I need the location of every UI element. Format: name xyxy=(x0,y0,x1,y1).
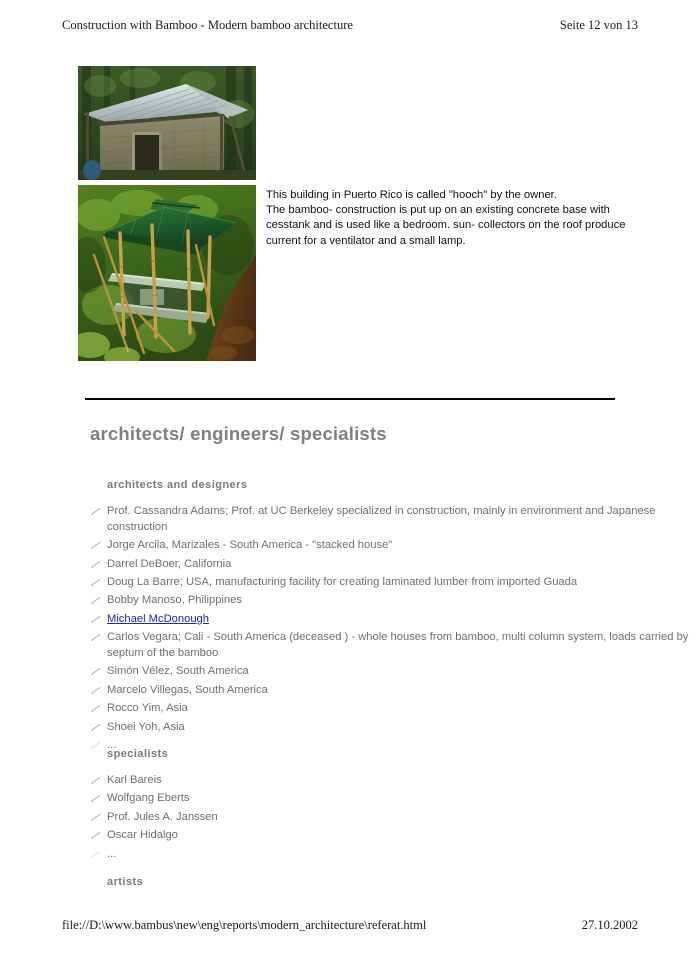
section-divider xyxy=(85,398,615,400)
list-item-label: Oscar Hidalgo xyxy=(107,829,178,842)
list-item xyxy=(0,828,700,844)
caption-line-3: cesstank and is used like a bedroom. sun- collectors on the roof produce xyxy=(266,219,626,232)
list-item xyxy=(0,701,700,717)
list-item[interactable] xyxy=(0,612,700,628)
specialists-subheading: specialists xyxy=(107,748,169,760)
pencil-bullet-icon xyxy=(90,794,101,804)
list-item-label: Doug La Barre; USA, manufacturing facility for creating laminated lumber from imported Guada xyxy=(107,575,578,588)
pencil-bullet-icon xyxy=(90,686,101,696)
list-item xyxy=(0,593,700,609)
pencil-bullet-icon xyxy=(90,667,101,677)
caption-line-1: This building in Puerto Rico is called "hooch" by the owner. xyxy=(266,189,557,201)
list-item xyxy=(0,810,700,826)
pencil-bullet-icon xyxy=(90,686,101,696)
list-item-label: Jorge Arcila, Marizales - South America - "stacked house" xyxy=(107,539,393,552)
list-item-label: Bobby Manoso, Philippines xyxy=(107,594,242,607)
list-item xyxy=(0,664,700,680)
pencil-bullet-icon xyxy=(90,596,101,606)
pencil-bullet-icon xyxy=(90,633,101,643)
list-item xyxy=(0,773,700,789)
pencil-bullet-icon xyxy=(90,776,101,786)
list-item-label: ... xyxy=(107,738,117,751)
pencil-bullet-icon xyxy=(90,850,101,860)
header-title: Construction with Bamboo - Modern bamboo architecture xyxy=(62,18,353,32)
list-item-label: Rocco Yim, Asia xyxy=(107,702,188,715)
pencil-bullet-icon xyxy=(90,850,101,860)
figure-bamboo-pavilion xyxy=(78,185,256,361)
pencil-bullet-icon xyxy=(90,507,101,517)
list-item-label: Prof. Cassandra Adams; Prof. at UC Berkeley specialized in construction, mainly in environment and Japanese construction xyxy=(107,505,656,533)
specialists-section xyxy=(0,748,700,865)
list-item xyxy=(0,557,700,573)
list-item xyxy=(0,504,700,536)
list-item-label: Shoei Yoh, Asia xyxy=(107,720,185,733)
pencil-bullet-icon xyxy=(90,794,101,804)
pencil-bullet-icon xyxy=(90,560,101,570)
footer-file-path: file://D:\www.bambus\new\eng\reports\modern_architecture\referat.html xyxy=(62,918,427,932)
specialists-list xyxy=(0,773,700,862)
pencil-bullet-icon xyxy=(90,776,101,786)
list-item xyxy=(0,847,700,863)
pencil-bullet-icon xyxy=(90,723,101,733)
list-item-label: ... xyxy=(107,847,117,860)
pencil-bullet-icon xyxy=(90,813,101,823)
list-item-label: Simón Vélez, South America xyxy=(107,665,249,678)
list-item-label: Darrel DeBoer, California xyxy=(107,557,232,570)
bamboo-pavilion-image xyxy=(78,185,256,361)
pencil-bullet-icon xyxy=(90,541,101,551)
list-item-label: Carlos Vegara; Cali - South America (deceased ) - whole houses from bamboo, multi column system, loads carried by septum of the bamboo xyxy=(107,631,689,659)
list-item xyxy=(0,575,700,591)
list-item xyxy=(0,538,700,554)
list-item-label: Wolfgang Eberts xyxy=(107,792,190,805)
caption-line-2: The bamboo- construction is put up on an existing concrete base with xyxy=(266,204,610,217)
pencil-bullet-icon xyxy=(90,831,101,841)
footer-date: 27.10.2002 xyxy=(581,918,638,932)
pencil-bullet-icon xyxy=(90,633,101,643)
pencil-bullet-icon xyxy=(90,560,101,570)
bamboo-hut-image xyxy=(78,66,256,180)
list-item-label: Karl Bareis xyxy=(107,774,162,786)
architects-section xyxy=(0,479,700,756)
list-item-label: Prof. Jules A. Janssen xyxy=(107,810,218,823)
pencil-bullet-icon xyxy=(90,704,101,714)
pencil-bullet-icon xyxy=(90,541,101,551)
list-item xyxy=(0,720,700,736)
architects-subheading: architects and designers xyxy=(107,479,248,491)
artists-subheading: artists xyxy=(107,876,144,888)
artists-section xyxy=(0,876,700,901)
pencil-bullet-icon xyxy=(90,578,101,588)
running-footer xyxy=(62,918,638,933)
list-item xyxy=(0,683,700,699)
running-header xyxy=(62,18,638,33)
pencil-bullet-icon xyxy=(90,723,101,733)
pencil-bullet-icon xyxy=(90,578,101,588)
section-heading: architects/ engineers/ specialists xyxy=(90,423,387,444)
pencil-bullet-icon xyxy=(90,704,101,714)
pencil-bullet-icon xyxy=(90,507,101,517)
architects-list xyxy=(0,504,700,754)
pencil-bullet-icon xyxy=(90,813,101,823)
pencil-bullet-icon xyxy=(90,615,101,625)
pencil-bullet-icon xyxy=(90,615,101,625)
figure-caption xyxy=(266,188,642,249)
header-page-indicator: Seite 12 von 13 xyxy=(559,18,638,32)
caption-line-4: current for a ventilator and a small lamp. xyxy=(266,234,466,247)
list-item xyxy=(0,791,700,807)
list-item-link[interactable]: Michael McDonough xyxy=(107,612,209,625)
figure-bamboo-hut xyxy=(78,66,256,180)
list-item xyxy=(0,630,700,662)
list-item-label: Marcelo Villegas, South America xyxy=(107,683,268,696)
pencil-bullet-icon xyxy=(90,831,101,841)
pencil-bullet-icon xyxy=(90,667,101,677)
pencil-bullet-icon xyxy=(90,596,101,606)
